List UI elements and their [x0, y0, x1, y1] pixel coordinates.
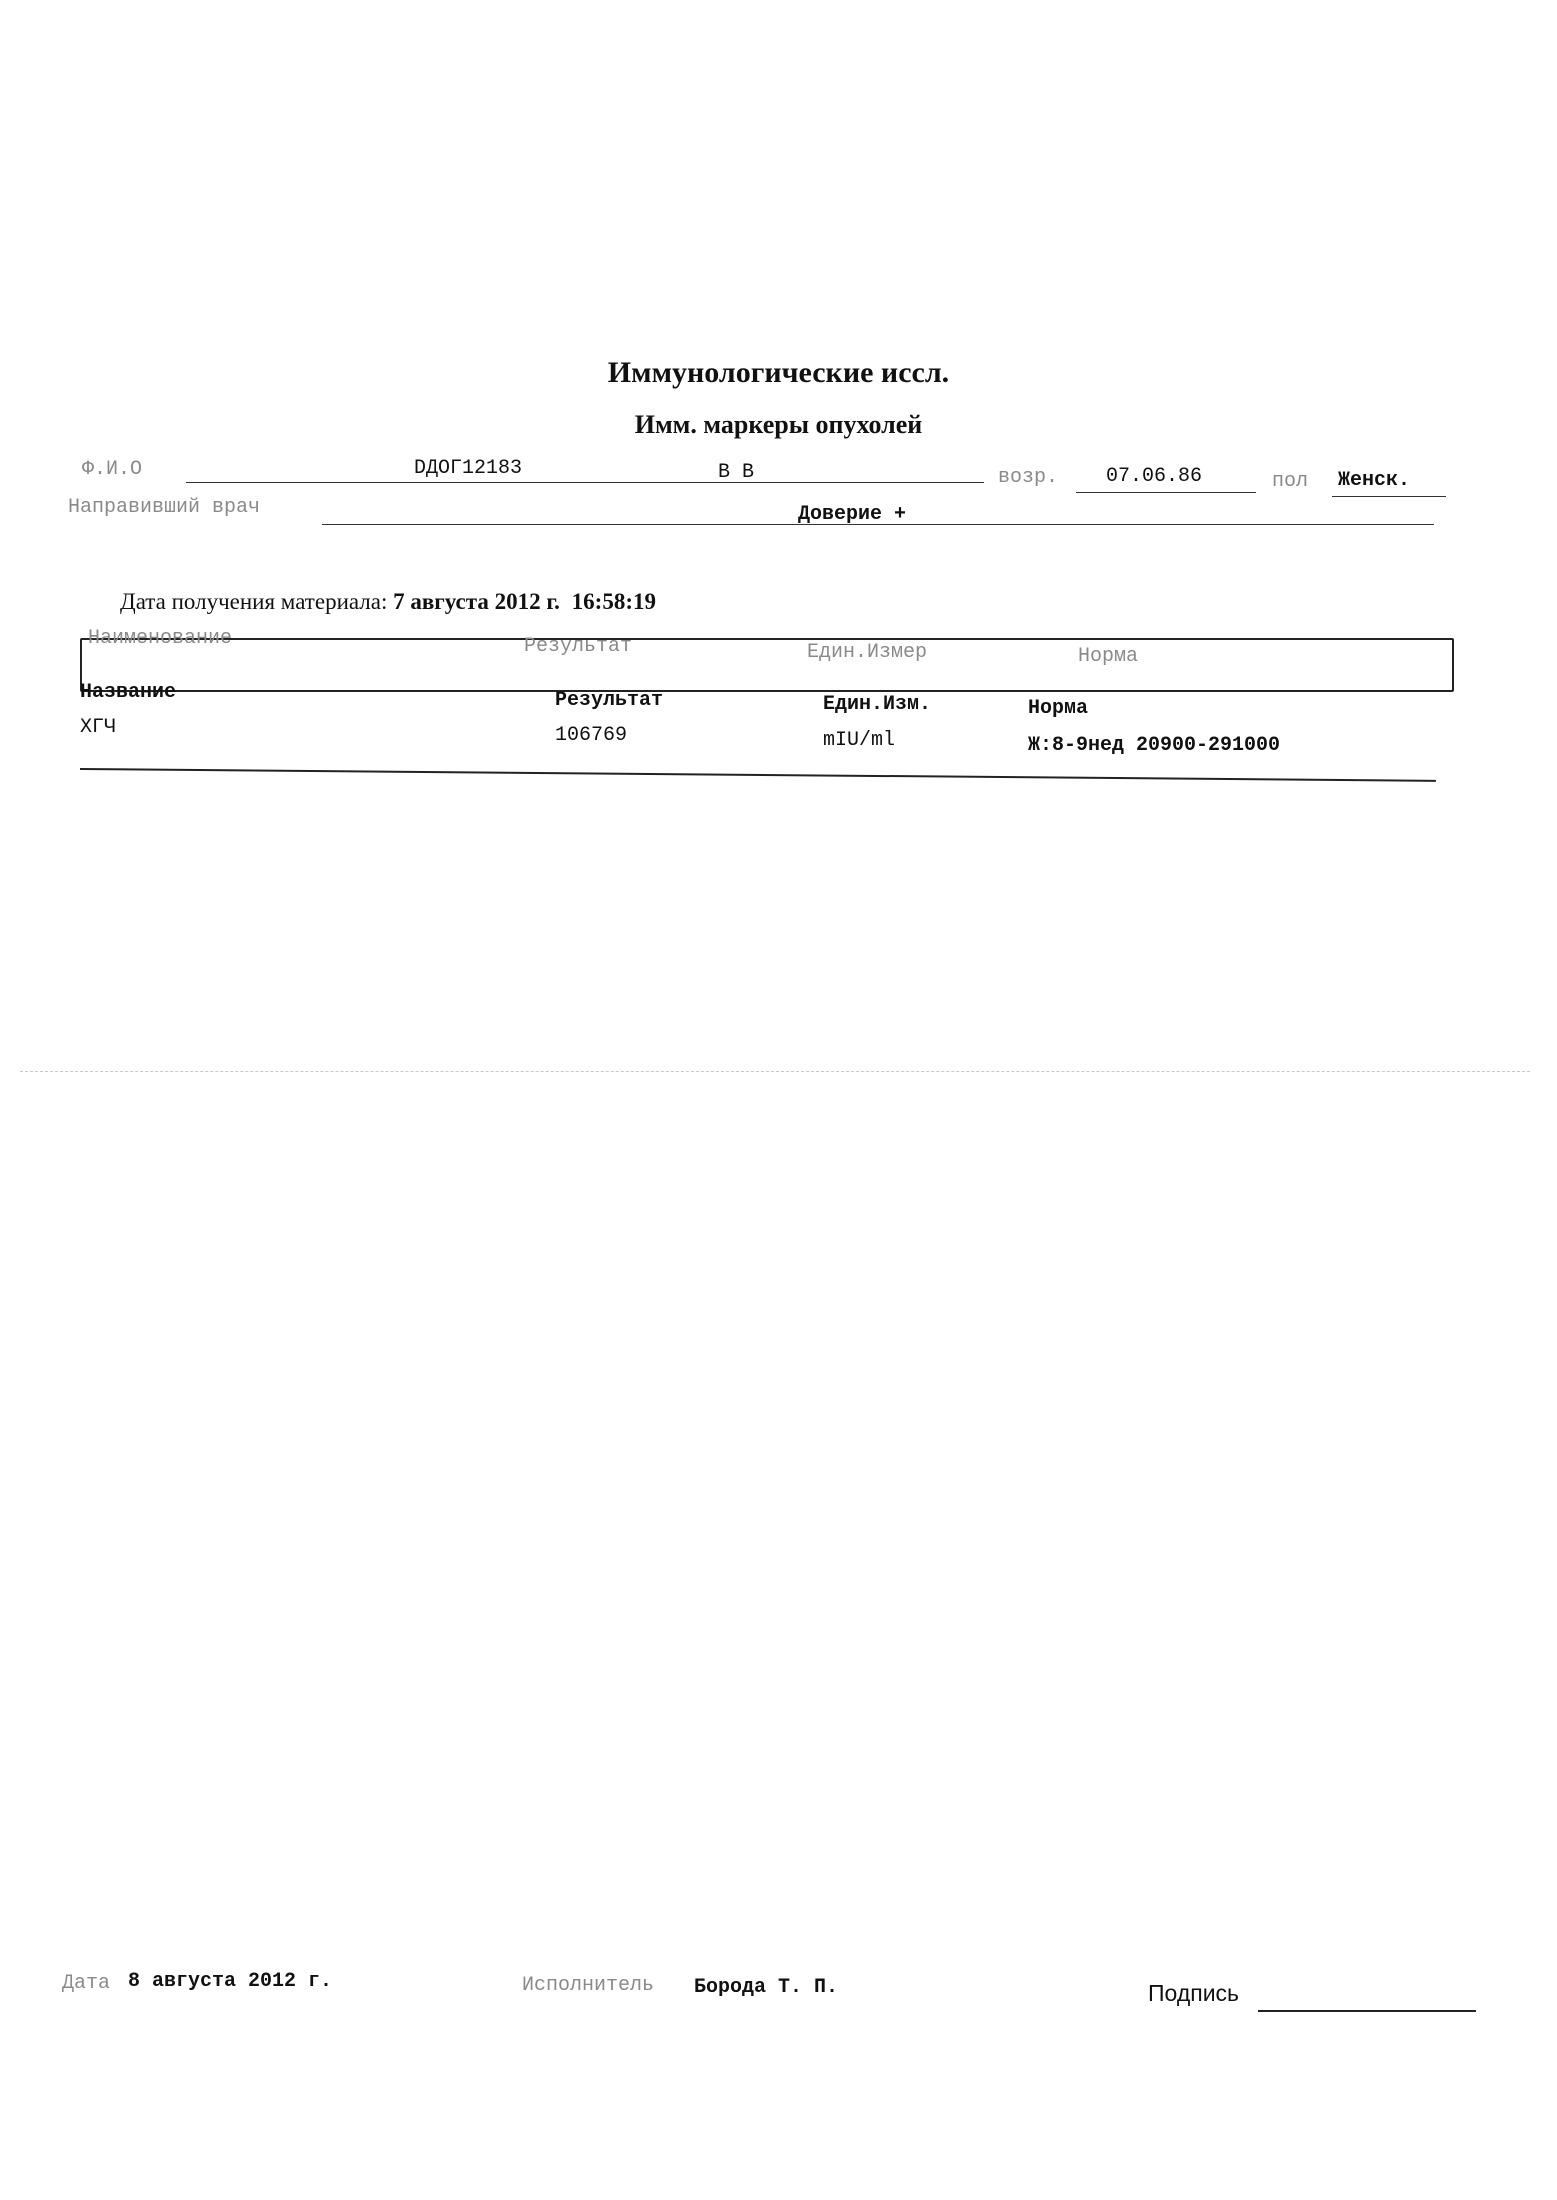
patient-code: DДОГ12183 — [414, 457, 523, 480]
signature-line — [1258, 2010, 1476, 2012]
report-title: Иммунологические иссл. — [607, 356, 950, 389]
referrer-value: Доверие + — [798, 503, 907, 526]
row-unit: mIU/ml — [823, 729, 896, 752]
fio-underline — [186, 482, 984, 483]
birth-date: 07.06.86 — [1106, 465, 1203, 488]
footer-date-label: Дата — [62, 1972, 111, 1995]
col-norm: Норма — [1028, 697, 1089, 720]
fio-label: Ф.И.О — [82, 458, 143, 481]
header-result: Результат — [524, 635, 633, 658]
received-line — [120, 589, 656, 615]
patient-initials: В В — [718, 461, 755, 484]
col-result: Результат — [555, 689, 664, 712]
col-unit: Един.Изм. — [823, 693, 932, 716]
received-label: Дата получения материала: — [120, 589, 388, 614]
col-name: Название — [80, 681, 177, 704]
received-time: 16:58:19 — [571, 589, 656, 614]
referrer-label: Направивший врач — [68, 496, 261, 519]
birth-date-underline — [1076, 492, 1256, 493]
table-header-box — [80, 638, 1454, 692]
report-subtitle: Имм. маркеры опухолей — [634, 410, 923, 439]
executor-name: Борода Т. П. — [694, 1976, 839, 1999]
header-unit: Един.Измер — [807, 641, 928, 664]
row-result: 106769 — [555, 724, 628, 747]
executor-label: Исполнитель — [522, 1974, 655, 1997]
table-bottom-rule — [80, 768, 1436, 782]
footer-date: 8 августа 2012 г. — [128, 1970, 333, 1993]
sex-label: пол — [1272, 470, 1309, 493]
sex-value: Женск. — [1338, 469, 1411, 492]
sex-underline — [1332, 496, 1446, 497]
fold-line — [20, 1071, 1530, 1072]
row-test-name: ХГЧ — [80, 716, 117, 739]
row-norm: Ж:8-9нед 20900-291000 — [1028, 734, 1281, 757]
header-name: Наименование — [88, 627, 233, 650]
received-date: 7 августа 2012 г. — [393, 589, 560, 614]
age-label: возр. — [998, 466, 1059, 489]
header-norm: Норма — [1078, 645, 1139, 668]
signature-label: Подпись — [1148, 1980, 1240, 2006]
